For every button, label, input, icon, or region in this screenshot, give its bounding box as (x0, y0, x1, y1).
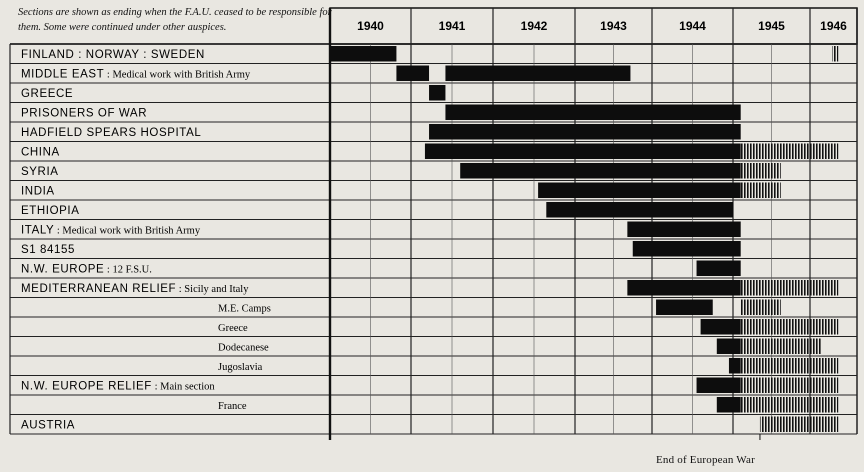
row-label-syria: SYRIA (21, 165, 59, 178)
row-label-jugoslavia: Jugoslavia (218, 361, 263, 373)
bar-greece (429, 85, 445, 101)
hatch-jugoslavia (741, 358, 839, 374)
year-label-1945: 1945 (758, 19, 785, 33)
bar-greece (701, 319, 741, 335)
row-label-finland-norway-sweden: FINLAND : NORWAY : SWEDEN (21, 48, 205, 61)
hatch-dodecanese (741, 339, 822, 355)
bar-middle-east-medical-work-with-british-army (445, 66, 630, 82)
bar-france (717, 397, 741, 413)
hatch-india (741, 183, 781, 199)
hatch-china (741, 144, 839, 160)
row-label-n-w-europe-12-f-s-u: N.W. EUROPE : 12 F.S.U. (21, 263, 152, 276)
row-label-india: INDIA (21, 185, 55, 198)
year-label-1943: 1943 (600, 19, 627, 33)
year-label-1944: 1944 (679, 19, 706, 33)
bar-prisoners-of-war (445, 105, 740, 121)
end-of-european-war-caption: End of European War (656, 454, 755, 466)
hatch-austria (760, 417, 838, 433)
row-label-n-w-europe-relief-main-section: N.W. EUROPE RELIEF : Main section (21, 380, 215, 393)
year-label-1942: 1942 (520, 19, 548, 33)
bar-dodecanese (717, 339, 741, 355)
row-label-mediterranean-relief-sicily-and-italy: MEDITERRANEAN RELIEF : Sicily and Italy (21, 282, 249, 295)
row-label-middle-east-medical-work-with-british-army: MIDDLE EAST : Medical work with British Army (21, 68, 251, 81)
bar-n-w-europe-relief-main-section (697, 378, 741, 394)
hatch-m-e-camps (741, 300, 781, 316)
row-label-hadfield-spears-hospital: HADFIELD SPEARS HOSPITAL (21, 126, 202, 139)
bar-italy-medical-work-with-british-army (627, 222, 740, 238)
bar-middle-east-medical-work-with-british-army (396, 66, 429, 82)
bar-ethiopia (546, 202, 733, 218)
row-label-ethiopia: ETHIOPIA (21, 204, 80, 217)
bar-m-e-camps (656, 300, 713, 316)
year-label-1946: 1946 (820, 19, 847, 33)
row-label-m-e-camps: M.E. Camps (218, 303, 271, 315)
hatch-greece (741, 319, 839, 335)
row-label-s1-84155: S1 84155 (21, 243, 76, 256)
hatch-n-w-europe-relief-main-section (741, 378, 839, 394)
bar-jugoslavia (729, 358, 741, 374)
bar-s1-84155 (633, 241, 741, 257)
hatch-finland-norway-sweden (832, 46, 838, 62)
hatch-france (741, 397, 839, 413)
hatch-syria (741, 163, 781, 179)
row-label-italy-medical-work-with-british-army: ITALY : Medical work with British Army (21, 224, 201, 237)
row-label-prisoners-of-war: PRISONERS OF WAR (21, 107, 148, 120)
bar-finland-norway-sweden (330, 46, 396, 62)
row-label-china: CHINA (21, 146, 60, 159)
row-label-austria: AUSTRIA (21, 419, 76, 432)
hatch-mediterranean-relief-sicily-and-italy (741, 280, 839, 296)
row-label-france: France (218, 400, 247, 412)
bar-china (425, 144, 741, 160)
row-label-greece: GREECE (21, 87, 74, 100)
bar-n-w-europe-12-f-s-u (697, 261, 741, 277)
year-label-1940: 1940 (357, 19, 384, 33)
bar-hadfield-spears-hospital (429, 124, 741, 140)
bar-india (538, 183, 741, 199)
bar-syria (460, 163, 741, 179)
row-label-dodecanese: Dodecanese (218, 342, 269, 354)
chart-note: Sections are shown as ending when the F.A.U. ceased to be responsible for them. Some were continued under other auspices. (18, 7, 332, 33)
row-label-greece: Greece (218, 322, 248, 334)
year-label-1941: 1941 (438, 19, 466, 33)
bar-mediterranean-relief-sicily-and-italy (627, 280, 740, 296)
